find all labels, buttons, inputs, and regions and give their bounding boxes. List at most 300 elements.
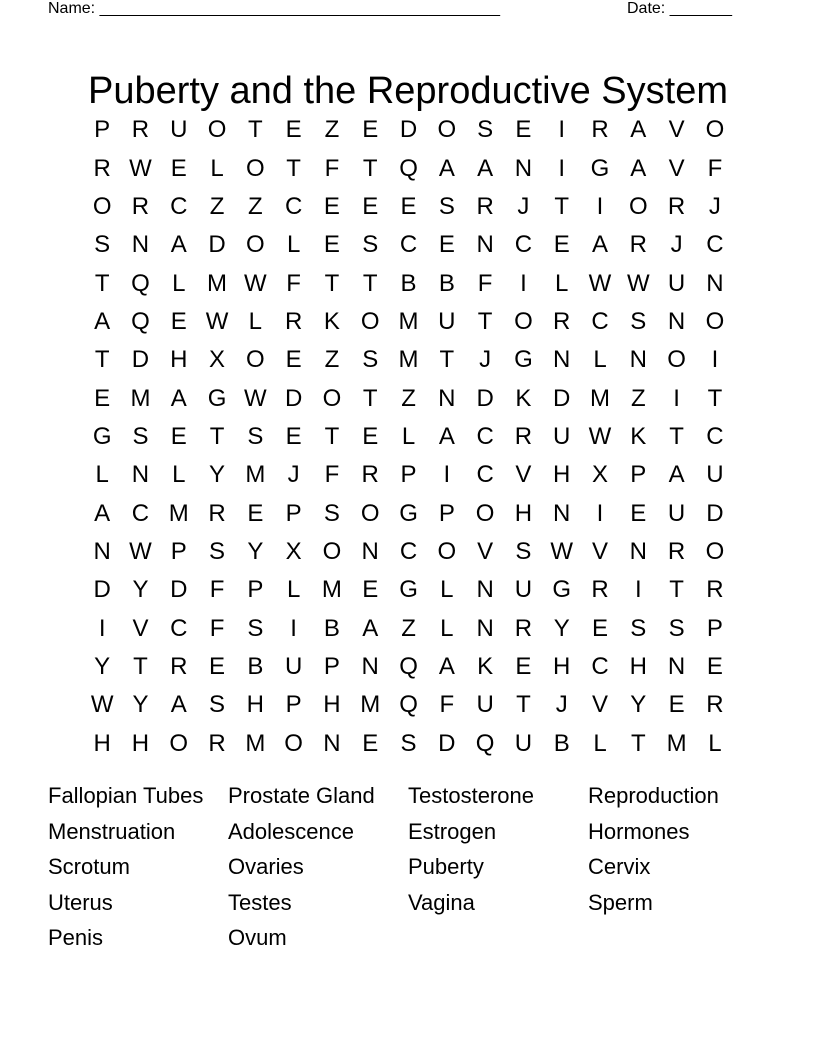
grid-letter: O [360, 307, 380, 335]
grid-letter: U [284, 652, 303, 680]
grid-letter: X [592, 461, 609, 489]
grid-letter: O [169, 729, 189, 757]
grid-letter: I [558, 154, 566, 182]
grid-letter: O [246, 154, 265, 182]
grid-letter: J [555, 691, 568, 719]
grid-letter: P [285, 499, 302, 527]
grid-letter: U [514, 576, 533, 604]
grid-letter: G [207, 384, 227, 412]
grid-letter: R [591, 576, 609, 604]
grid-letter: D [399, 116, 418, 144]
word-list-item: Estrogen [408, 818, 497, 844]
grid-letter: Z [209, 192, 225, 220]
grid-letter: S [247, 422, 264, 450]
grid-letter: N [131, 231, 150, 259]
grid-letter: M [321, 576, 342, 604]
grid-letter: P [170, 537, 187, 565]
grid-letter: P [247, 576, 264, 604]
grid-letter: Y [247, 537, 264, 565]
grid-letter: R [514, 422, 533, 450]
grid-letter: B [247, 652, 264, 680]
grid-letter: E [706, 652, 723, 680]
grid-letter: H [246, 691, 264, 719]
grid-letter: T [669, 576, 684, 604]
grid-letter: N [514, 154, 533, 182]
grid-letter: S [630, 307, 647, 335]
grid-letter: X [285, 537, 302, 565]
grid-letter: E [668, 691, 685, 719]
grid-letter: N [323, 729, 341, 757]
grid-letter: H [323, 691, 341, 719]
grid-letter: L [286, 576, 301, 604]
grid-letter: U [438, 307, 456, 335]
grid-letter: L [286, 231, 301, 259]
grid-letter: H [514, 499, 533, 527]
grid-letter: O [284, 729, 303, 757]
grid-letter: E [630, 499, 647, 527]
grid-letter: F [209, 614, 225, 642]
grid-letter: Y [630, 691, 647, 719]
grid-letter: C [399, 231, 418, 259]
word-list-item: Ovum [228, 925, 287, 950]
grid-letter: Q [399, 154, 418, 182]
grid-letter: N [706, 269, 724, 297]
grid-letter: I [596, 499, 604, 527]
grid-letter: R [131, 192, 150, 220]
grid-letter: C [706, 231, 724, 259]
grid-letter: A [94, 499, 111, 527]
word-list-item: Uterus [48, 889, 113, 915]
grid-letter: R [667, 192, 686, 220]
grid-letter: A [170, 231, 187, 259]
grid-letter: H [131, 729, 150, 757]
grid-letter: R [706, 691, 724, 719]
grid-letter: T [669, 422, 684, 450]
grid-letter: E [285, 116, 302, 144]
grid-letter: N [361, 537, 379, 565]
grid-letter: R [361, 461, 379, 489]
grid-letter: S [515, 537, 532, 565]
grid-letter: F [286, 269, 301, 297]
grid-letter: S [630, 614, 647, 642]
grid-letter: O [514, 307, 533, 335]
grid-letter: H [553, 461, 571, 489]
grid-letter: Q [131, 269, 150, 297]
grid-letter: O [705, 116, 725, 144]
word-list-item: Testosterone [408, 783, 534, 808]
grid-letter: L [555, 269, 569, 297]
grid-letter: A [362, 614, 379, 642]
grid-letter: T [439, 346, 455, 374]
grid-letter: W [90, 691, 114, 719]
grid-letter: E [170, 422, 187, 450]
grid-letter: W [550, 537, 574, 565]
grid-letter: O [667, 346, 686, 374]
grid-letter: U [170, 116, 188, 144]
grid-letter: L [401, 422, 416, 450]
grid-letter: Q [131, 307, 150, 335]
grid-letter: O [628, 192, 648, 220]
grid-letter: X [209, 346, 226, 374]
grid-letter: R [93, 154, 111, 182]
grid-letter: L [440, 576, 454, 604]
grid-letter: E [515, 116, 532, 144]
word-list-item: Menstruation [48, 818, 176, 844]
grid-letter: T [209, 422, 225, 450]
grid-letter: E [362, 116, 379, 144]
word-list-item: Fallopian Tubes [48, 783, 204, 808]
grid-letter: S [323, 499, 340, 527]
grid-letter: T [286, 154, 301, 182]
grid-letter: R [591, 116, 609, 144]
page-title: Puberty and the Reproductive System [87, 70, 728, 113]
grid-letter: M [398, 307, 419, 335]
grid-letter: U [476, 691, 494, 719]
grid-letter: A [630, 116, 647, 144]
grid-letter: E [323, 231, 340, 259]
grid-letter: T [630, 729, 646, 757]
grid-letter: C [706, 422, 724, 450]
grid-letter: B [323, 614, 340, 642]
grid-letter: H [553, 652, 571, 680]
date-field-label: Date: _______ [627, 0, 732, 17]
grid-letter: E [94, 384, 111, 412]
grid-letter: O [246, 231, 265, 259]
grid-letter: V [515, 461, 532, 489]
grid-letter: R [667, 537, 686, 565]
word-list-item: Vagina [408, 889, 475, 915]
grid-letter: A [438, 154, 455, 182]
grid-letter: Q [399, 652, 418, 680]
grid-letter: I [558, 116, 566, 144]
word-list-item: Ovaries [228, 854, 304, 879]
grid-letter: T [707, 384, 723, 412]
grid-letter: D [284, 384, 303, 412]
grid-letter: F [477, 269, 493, 297]
grid-letter: E [515, 652, 532, 680]
grid-letter: M [245, 461, 266, 489]
grid-letter: N [361, 652, 379, 680]
grid-letter: U [514, 729, 533, 757]
grid-letter: M [130, 384, 151, 412]
grid-letter: J [670, 231, 683, 259]
grid-letter: M [398, 346, 419, 374]
grid-letter: M [666, 729, 687, 757]
grid-letter: I [634, 576, 642, 604]
grid-letter: S [362, 231, 379, 259]
grid-letter: E [362, 576, 379, 604]
word-list-item: Sperm [588, 889, 653, 915]
grid-letter: B [553, 729, 570, 757]
grid-letter: D [706, 499, 724, 527]
grid-letter: W [244, 269, 267, 297]
grid-letter: S [438, 192, 455, 220]
grid-letter: W [588, 422, 612, 450]
grid-letter: R [170, 652, 188, 680]
grid-letter: D [438, 729, 456, 757]
grid-letter: D [208, 231, 226, 259]
grid-letter: T [477, 307, 493, 335]
grid-letter: C [514, 231, 533, 259]
grid-letter: L [95, 461, 109, 489]
word-list-item: Penis [48, 925, 104, 950]
grid-letter: E [170, 154, 187, 182]
grid-letter: L [248, 307, 263, 335]
grid-letter: T [362, 269, 378, 297]
grid-letter: C [476, 422, 494, 450]
grid-letter: S [94, 231, 111, 259]
grid-letter: O [437, 537, 457, 565]
grid-letter: A [170, 691, 187, 719]
grid-letter: M [360, 691, 381, 719]
word-list-item: Adolescence [228, 818, 354, 844]
grid-letter: N [553, 346, 571, 374]
grid-letter: K [323, 307, 340, 335]
grid-letter: N [629, 537, 647, 565]
grid-letter: U [553, 422, 571, 450]
grid-letter: O [437, 116, 457, 144]
word-list-item: Scrotum [48, 854, 130, 879]
grid-letter: M [590, 384, 610, 412]
grid-letter: C [399, 537, 418, 565]
grid-letter: F [324, 461, 340, 489]
grid-letter: B [400, 269, 417, 297]
grid-letter: C [131, 499, 150, 527]
grid-letter: S [668, 614, 685, 642]
grid-letter: P [706, 614, 723, 642]
grid-letter: K [515, 384, 532, 412]
grid-letter: V [668, 116, 685, 144]
grid-letter: O [705, 307, 725, 335]
name-field-label: Name: _____________________________________________ [48, 0, 500, 17]
grid-letter: J [708, 192, 721, 220]
grid-letter: F [209, 576, 225, 604]
grid-letter: G [399, 499, 418, 527]
grid-letter: J [517, 192, 530, 220]
grid-letter: R [514, 614, 533, 642]
grid-letter: N [553, 499, 571, 527]
grid-letter: T [133, 652, 148, 680]
grid-letter: E [362, 192, 379, 220]
grid-letter: I [290, 614, 297, 642]
word-list [48, 778, 768, 956]
grid-letter: Y [132, 576, 149, 604]
grid-letter: E [209, 652, 226, 680]
grid-letter: K [477, 652, 494, 680]
grid-letter: T [516, 691, 531, 719]
grid-letter: W [205, 307, 229, 335]
grid-letter: G [399, 576, 418, 604]
grid-letter: W [129, 537, 152, 565]
grid-letter: F [324, 154, 340, 182]
grid-letter: E [362, 729, 379, 757]
grid-letter: E [553, 231, 570, 259]
grid-letter: S [362, 346, 379, 374]
grid-letter: Y [553, 614, 570, 642]
grid-letter: L [172, 461, 186, 489]
grid-letter: E [400, 192, 417, 220]
grid-letter: A [477, 154, 494, 182]
grid-letter: L [440, 614, 454, 642]
grid-letter: D [93, 576, 111, 604]
grid-letter: P [94, 116, 111, 144]
grid-letter: C [476, 461, 494, 489]
grid-letter: Z [401, 384, 416, 412]
grid-letter: W [588, 269, 612, 297]
word-list-item: Prostate Gland [228, 783, 375, 808]
grid-letter: I [98, 614, 106, 642]
grid-letter: T [248, 116, 263, 144]
grid-letter: O [322, 384, 342, 412]
grid-letter: Z [401, 614, 416, 642]
grid-letter: D [476, 384, 494, 412]
grid-letter: R [476, 192, 494, 220]
grid-letter: Z [324, 116, 340, 144]
grid-letter: V [132, 614, 149, 642]
grid-letter: I [520, 269, 527, 297]
grid-letter: I [443, 461, 451, 489]
word-list-item: Hormones [588, 818, 690, 844]
grid-letter: J [287, 461, 300, 489]
grid-letter: Z [248, 192, 263, 220]
grid-letter: C [170, 192, 188, 220]
grid-letter: R [553, 307, 571, 335]
grid-letter: I [711, 346, 719, 374]
grid-letter: B [438, 269, 455, 297]
grid-letter: E [362, 422, 379, 450]
grid-letter: O [322, 537, 342, 565]
grid-letter: G [590, 154, 610, 182]
grid-letter: Y [209, 461, 226, 489]
grid-letter: T [94, 269, 110, 297]
grid-letter: Z [324, 346, 340, 374]
grid-letter: N [131, 461, 150, 489]
grid-letter: W [244, 384, 267, 412]
grid-letter: S [477, 116, 494, 144]
grid-letter: R [131, 116, 150, 144]
grid-letter: G [514, 346, 533, 374]
grid-letter: E [285, 422, 302, 450]
grid-letter: M [168, 499, 189, 527]
grid-letter: Y [94, 652, 111, 680]
grid-letter: A [170, 384, 187, 412]
grid-letter: N [476, 576, 494, 604]
grid-letter: D [553, 384, 571, 412]
grid-letter: Z [630, 384, 646, 412]
grid-letter: M [207, 269, 228, 297]
grid-letter: E [438, 231, 455, 259]
grid-letter: U [667, 269, 686, 297]
grid-letter: L [172, 269, 186, 297]
grid-letter: E [170, 307, 187, 335]
grid-letter: R [706, 576, 724, 604]
grid-letter: O [360, 499, 380, 527]
grid-letter: Q [475, 729, 495, 757]
grid-letter: M [245, 729, 266, 757]
grid-letter: S [209, 537, 226, 565]
grid-letter: R [284, 307, 303, 335]
grid-letter: V [592, 537, 609, 565]
grid-letter: P [285, 691, 302, 719]
grid-letter: S [400, 729, 417, 757]
grid-letter: E [592, 614, 609, 642]
word-list-item: Cervix [588, 854, 651, 879]
grid-letter: T [324, 422, 340, 450]
grid-letter: N [476, 231, 494, 259]
grid-letter: P [323, 652, 340, 680]
word-list-item: Reproduction [588, 783, 719, 808]
grid-letter: L [708, 729, 722, 757]
grid-letter: F [707, 154, 723, 182]
grid-letter: F [439, 691, 455, 719]
grid-letter: N [476, 614, 494, 642]
grid-letter: G [92, 422, 112, 450]
grid-letter: A [630, 154, 647, 182]
grid-letter: N [438, 384, 456, 412]
grid-letter: A [438, 422, 455, 450]
grid-letter: V [668, 154, 685, 182]
grid-letter: P [400, 461, 417, 489]
grid-letter: R [629, 231, 647, 259]
grid-letter: T [554, 192, 570, 220]
grid-letter: S [247, 614, 264, 642]
grid-letter: J [479, 346, 492, 374]
grid-letter: R [208, 499, 226, 527]
grid-letter: T [362, 154, 378, 182]
grid-letter: O [207, 116, 227, 144]
grid-letter: Y [132, 691, 149, 719]
grid-letter: A [94, 307, 111, 335]
grid-letter: L [593, 729, 607, 757]
grid-letter: T [94, 346, 110, 374]
grid-letter: I [596, 192, 604, 220]
grid-letter: A [668, 461, 685, 489]
grid-letter: V [592, 691, 609, 719]
grid-letter: A [592, 231, 609, 259]
grid-letter: U [667, 499, 686, 527]
grid-letter: N [93, 537, 111, 565]
grid-letter: I [673, 384, 680, 412]
grid-letter: D [131, 346, 150, 374]
grid-letter: W [626, 269, 650, 297]
grid-letter: H [93, 729, 111, 757]
word-list-item: Puberty [408, 854, 484, 879]
grid-letter: C [591, 307, 609, 335]
grid-letter: A [438, 652, 455, 680]
grid-letter: U [706, 461, 724, 489]
grid-letter: P [630, 461, 647, 489]
word-list-item: Testes [228, 889, 292, 915]
grid-letter: C [284, 192, 303, 220]
grid-letter: N [629, 346, 647, 374]
grid-letter: E [285, 346, 302, 374]
grid-letter: O [92, 192, 112, 220]
grid-letter: W [129, 154, 152, 182]
grid-letter: V [477, 537, 494, 565]
grid-letter: E [247, 499, 264, 527]
grid-letter: S [209, 691, 226, 719]
grid-letter: H [170, 346, 188, 374]
grid-letter: L [593, 346, 607, 374]
grid-letter: C [591, 652, 609, 680]
grid-letter: T [362, 384, 378, 412]
grid-letter: T [324, 269, 340, 297]
grid-letter: K [630, 422, 647, 450]
grid-letter: N [667, 307, 686, 335]
grid-letter: N [667, 652, 686, 680]
grid-letter: O [246, 346, 265, 374]
grid-letter: O [475, 499, 495, 527]
